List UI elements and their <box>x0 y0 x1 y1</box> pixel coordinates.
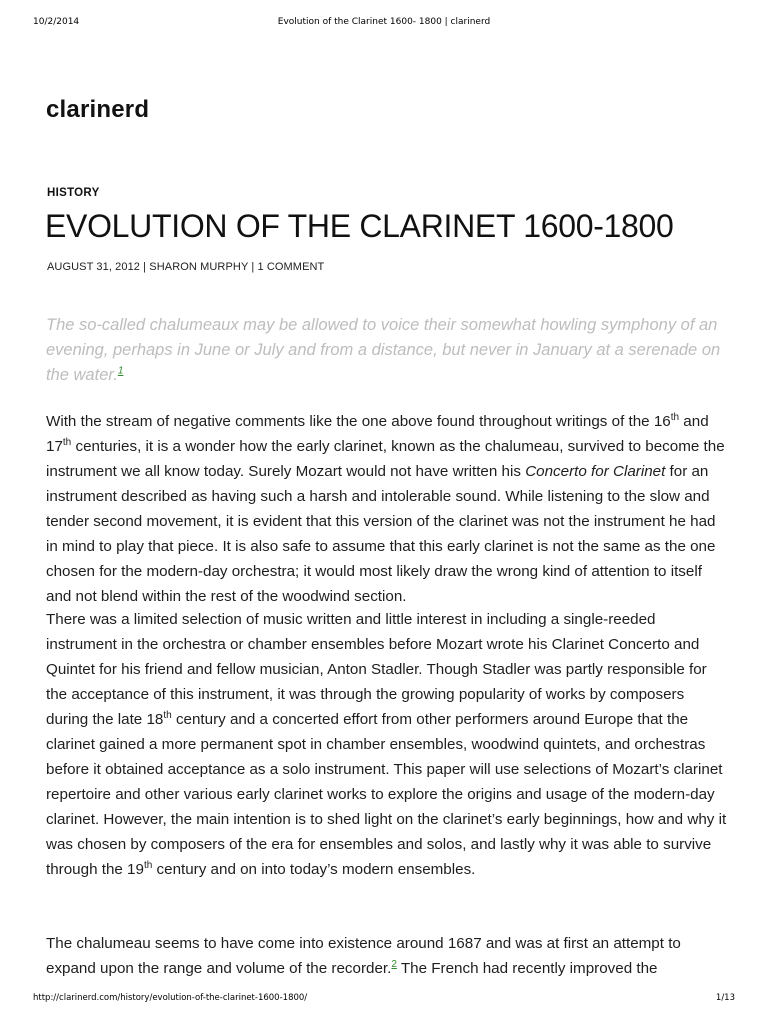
text-run: and 17 <box>46 413 709 455</box>
work-title: Concerto for Clarinet <box>525 463 666 480</box>
footnote-link-1[interactable]: 1 <box>117 365 124 377</box>
post-title: EVOLUTION OF THE CLARINET 1600-1800 <box>45 208 674 244</box>
epigraph-quote <box>46 313 736 388</box>
print-url: http://clarinerd.com/history/evolution-of-the-clarinet-1600-1800/ <box>33 993 308 1003</box>
post-meta <box>47 261 324 273</box>
post-date-link[interactable]: AUGUST 31, 2012 <box>47 261 141 273</box>
superscript: th <box>143 859 153 871</box>
text-run: There was a limited selection of music written and little interest in including a single-reeded instrument in the orchestra or chamber ensembles before Mozart wrote his Clarinet Concerto and Quintet for his friend and fellow musician, Anton Stadler. Though Stadler was partly responsible for the acceptance of this instrument, it was through the growing popularity of works by composers during the late 18 <box>46 611 707 728</box>
category-link[interactable]: HISTORY <box>47 187 100 199</box>
meta-separator: | <box>248 261 258 273</box>
text-run: The French had recently improved the <box>396 960 658 977</box>
text-run: for an instrument described as having such a harsh and intolerable sound. While listening to the slow and tender second movement, it is evident that this version of the clarinet was not the instrument he had in mind to play that piece. It is also safe to assume that this early clarinet is not the same as the one chosen for the modern-day orchestra; it would most likely draw the wrong kind of attention to itself and not blend within the rest of the woodwind section. <box>46 463 716 605</box>
epigraph-text: The so-called chalumeaux may be allowed to voice their somewhat howling symphony of an evening, perhaps in June or July and from a distance, but never in January at a serenade on the water. <box>46 316 721 384</box>
paragraph-3 <box>46 931 730 981</box>
superscript: th <box>670 411 680 423</box>
text-run: century and a concerted effort from other performers around Europe that the clarinet gained a more permanent spot in chamber ensembles, woodwind quintets, and orchestras before it obtained acceptance as a solo instrument. This paper will use selections of Mozart’s clarinet repertoire and other various early clarinet works to explore the origins and usage of the modern-day clarinet. However, the main intention is to shed light on the clarinet’s early beginnings, how and why it was chosen by composers of the era for ensembles and solos, and lastly why it was able to survive through the 19 <box>46 711 727 878</box>
print-date: 10/2/2014 <box>33 17 80 27</box>
paragraph-2 <box>46 607 730 882</box>
meta-separator: | <box>140 261 150 273</box>
author-link[interactable]: SHARON MURPHY <box>149 261 249 273</box>
paragraph-1 <box>46 409 730 609</box>
superscript: th <box>163 709 172 721</box>
text-run: century and on into today’s modern ensembles. <box>152 861 476 878</box>
text-run: With the stream of negative comments like the one above found throughout writings of the 16 <box>46 413 671 430</box>
site-title-link[interactable]: clarinerd <box>46 96 150 123</box>
page-number: 1/13 <box>715 993 735 1003</box>
print-header <box>0 17 768 31</box>
footnote-link-2[interactable]: 2 <box>391 958 397 970</box>
superscript: th <box>62 436 72 448</box>
comments-link[interactable]: 1 COMMENT <box>257 261 325 273</box>
text-run: The chalumeau seems to have come into existence around 1687 and was at first an attempt to expand upon the range and volume of the recorder. <box>46 935 681 977</box>
print-page-title: Evolution of the Clarinet 1600- 1800 | clarinerd <box>277 17 491 27</box>
text-run: centuries, it is a wonder how the early clarinet, known as the chalumeau, survived to become the instrument we all know today. Surely Mozart would not have written his <box>46 438 725 480</box>
